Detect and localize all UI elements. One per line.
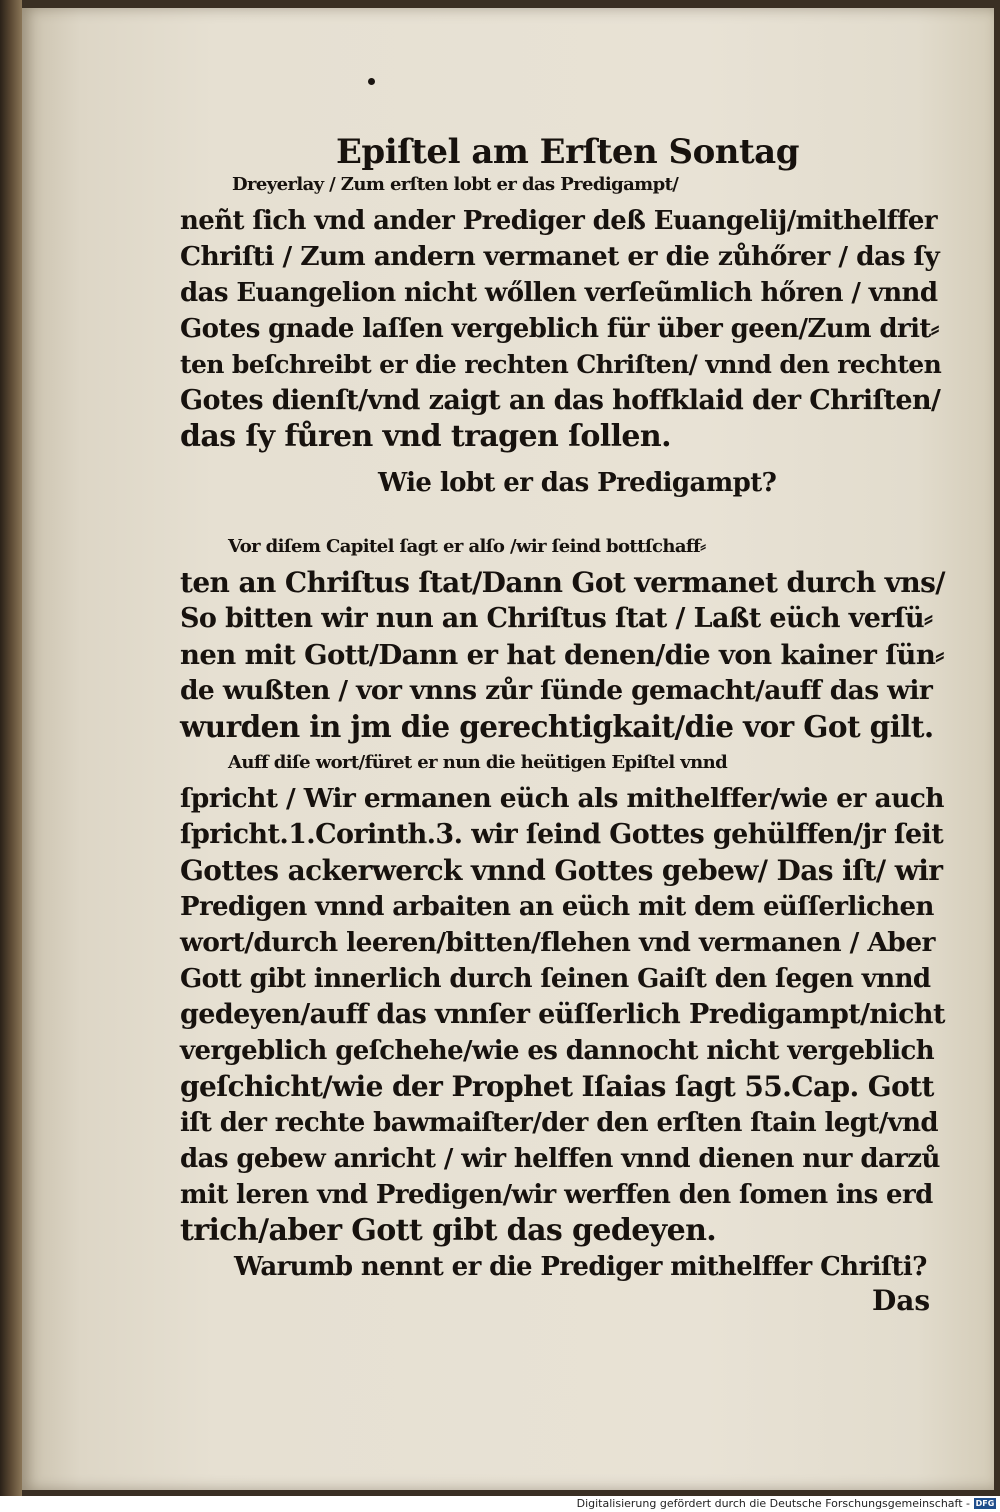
text-line: das Euangelion nicht wőllen verſeũmlich hőren / vnnd bbox=[180, 278, 938, 308]
text-line: Vor diſem Capitel ſagt er alſo /wir ſeind bottſchaff⸗ bbox=[228, 536, 706, 557]
footer-credit: Digitalisierung gefördert durch die Deutsche Forschungsgemeinschaft - bbox=[576, 1497, 970, 1510]
text-line: gedeyen/auff das vnnſer eüſſerlich Predigampt/nicht bbox=[180, 999, 945, 1030]
text-line: Gottes ackerwerck vnnd Gottes gebew/ Das iſt/ wir bbox=[180, 854, 943, 887]
text-line: wort/durch leeren/bitten/flehen vnd vermanen / Aber bbox=[180, 927, 935, 958]
footer-bar bbox=[0, 1496, 1000, 1512]
text-line: iſt der rechte bawmaiſter/der den erſten ſtain legt/vnd bbox=[180, 1108, 938, 1138]
text-line: de wußten / vor vnns zůr ſünde gemacht/auff das wir bbox=[180, 675, 933, 706]
text-line: ten an Chriſtus ſtat/Dann Got vermanet durch vns/ bbox=[180, 566, 945, 599]
text-line: Dreyerlay / Zum erſten lobt er das Predigampt/ bbox=[232, 174, 679, 195]
catchword: Das bbox=[872, 1284, 931, 1317]
text-line: Auff diſe wort/füret er nun die heütigen Epiſtel vnnd bbox=[228, 752, 728, 773]
text-line: das ſy fůren vnd tragen ſollen. bbox=[180, 419, 671, 454]
text-line: trich/aber Gott gibt das gedeyen. bbox=[180, 1213, 717, 1248]
text-line: geſchicht/wie der Prophet Iſaias ſagt 55.Cap. Gott bbox=[180, 1070, 934, 1103]
page-heading: Epiſtel am Erſten Sontag bbox=[336, 132, 799, 172]
text-line: Gott gibt innerlich durch ſeinen Gaiſt den ſegen vnnd bbox=[180, 964, 931, 994]
book-binding-edge bbox=[0, 0, 22, 1496]
text-line: das gebew anricht / wir helffen vnnd dienen nur darzů bbox=[180, 1144, 940, 1174]
text-line: wurden in jm die gerechtigkait/die vor Got gilt. bbox=[180, 709, 934, 744]
text-line: neñt ſich vnd ander Prediger deß Euangelij/mithelffer bbox=[180, 206, 937, 236]
text-line: mit leren vnd Predigen/wir werffen den ſomen ins erd bbox=[180, 1180, 933, 1210]
text-line: Gotes gnade laſſen vergeblich für über geen/Zum drit⸗ bbox=[180, 314, 939, 344]
text-line: Chriſti / Zum andern vermanet er die zůhőrer / das ſy bbox=[180, 241, 940, 272]
text-line: ſpricht.1.Corinth.3. wir ſeind Gottes gehülffen/jr ſeit bbox=[180, 819, 944, 850]
ink-dot bbox=[368, 78, 375, 85]
text-line: So bitten wir nun an Chriſtus ſtat / Laßt eüch verſü⸗ bbox=[180, 603, 933, 634]
text-line: ſpricht / Wir ermanen eüch als mithelffer/wie er auch bbox=[180, 783, 944, 814]
section-heading: Wie lobt er das Predigampt? bbox=[378, 468, 777, 498]
dfg-logo-icon: DFG bbox=[975, 1499, 995, 1508]
text-line: Predigen vnnd arbaiten an eüch mit dem eüſſerlichen bbox=[180, 892, 934, 922]
text-line: nen mit Gott/Dann er hat denen/die von kainer ſün⸗ bbox=[180, 639, 944, 671]
text-line: ten beſchreibt er die rechten Chriſten/ vnnd den rechten bbox=[180, 350, 942, 379]
section-question: Warumb nennt er die Prediger mithelffer Chriſti? bbox=[234, 1252, 927, 1282]
text-line: vergeblich geſchehe/wie es dannocht nicht vergeblich bbox=[180, 1036, 935, 1066]
text-line: Gotes dienſt/vnd zaigt an das hoffklaid der Chriſten/ bbox=[180, 385, 941, 416]
